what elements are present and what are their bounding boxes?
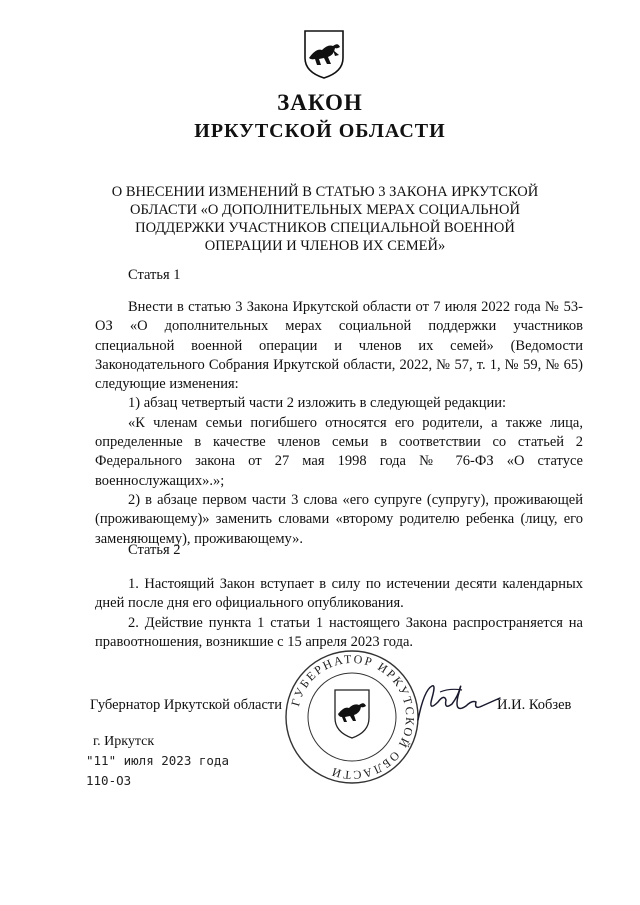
article-1-body	[95, 298, 583, 549]
official-seal-icon	[283, 648, 421, 786]
issuing-region-title: ИРКУТСКОЙ ОБЛАСТИ	[194, 120, 446, 142]
law-number: 110-ОЗ	[86, 773, 132, 788]
article-1-paragraph: 2) в абзаце первом части 3 слова «его супруге (супругу), проживающей (проживающему)» заменить словами «второму родителю ребенка (лицу, его заменяющему), проживающему».	[95, 491, 583, 547]
signatory-name: И.И. Кобзев	[497, 697, 572, 713]
irkutsk-coat-of-arms-icon	[302, 28, 346, 80]
article-1-paragraph: Внести в статью 3 Закона Иркутской области от 7 июля 2022 года № 53-ОЗ «О дополнительных мерах социальной поддержки участников специальной военной операции и членов их семей» (Ведомости Законодательного Собрания Иркутской области, 2022, № 57, т. 1, № 59, № 65) следующие изменения:	[95, 299, 583, 393]
article-1-paragraph: 1) абзац четвертый части 2 изложить в следующей редакции:	[128, 395, 507, 412]
handwritten-signature-icon	[410, 680, 505, 725]
signatory-position: Губернатор Иркутской области	[90, 697, 283, 713]
article-2-paragraph: 1. Настоящий Закон вступает в силу по истечении десяти календарных дней после дня его официального опубликования.	[95, 576, 583, 612]
law-subject-title: О ВНЕСЕНИИ ИЗМЕНЕНИЙ В СТАТЬЮ 3 ЗАКОНА ИРКУТСКОЙ ОБЛАСТИ «О ДОПОЛНИТЕЛЬНЫХ МЕРАХ СОЦИАЛЬНОЙ ПОДДЕРЖКИ УЧАСТНИКОВ СПЕЦИАЛЬНОЙ ВОЕННОЙ ОПЕРАЦИИ И ЧЛЕНОВ ИХ СЕМЕЙ»	[111, 184, 539, 254]
place-of-signing: г. Иркутск	[93, 734, 155, 749]
article-1-paragraph: «К членам семьи погибшего относятся его родители, а также лица, определенные в качестве членов семьи в соответствии со статьей 2 Федерального закона от 27 мая 1998 года № 76-ФЗ «О статусе военнослужащих».»;	[95, 414, 583, 489]
article-2-paragraph: 2. Действие пункта 1 статьи 1 настоящего Закона распространяется на правоотношения, возникшие с 15 апреля 2023 года.	[95, 614, 583, 650]
article-2-body	[95, 575, 583, 652]
article-2-heading: Статья 2	[128, 542, 181, 558]
signing-date: "11" июля 2023 года	[86, 753, 229, 768]
document-type-title: ЗАКОН	[277, 90, 363, 115]
article-1-heading: Статья 1	[128, 267, 181, 283]
svg-text:ГУБЕРНАТОР ИРКУТСКОЙ ОБЛАСТИ: ГУБЕРНАТОР ИРКУТСКОЙ ОБЛАСТИ	[288, 651, 418, 783]
